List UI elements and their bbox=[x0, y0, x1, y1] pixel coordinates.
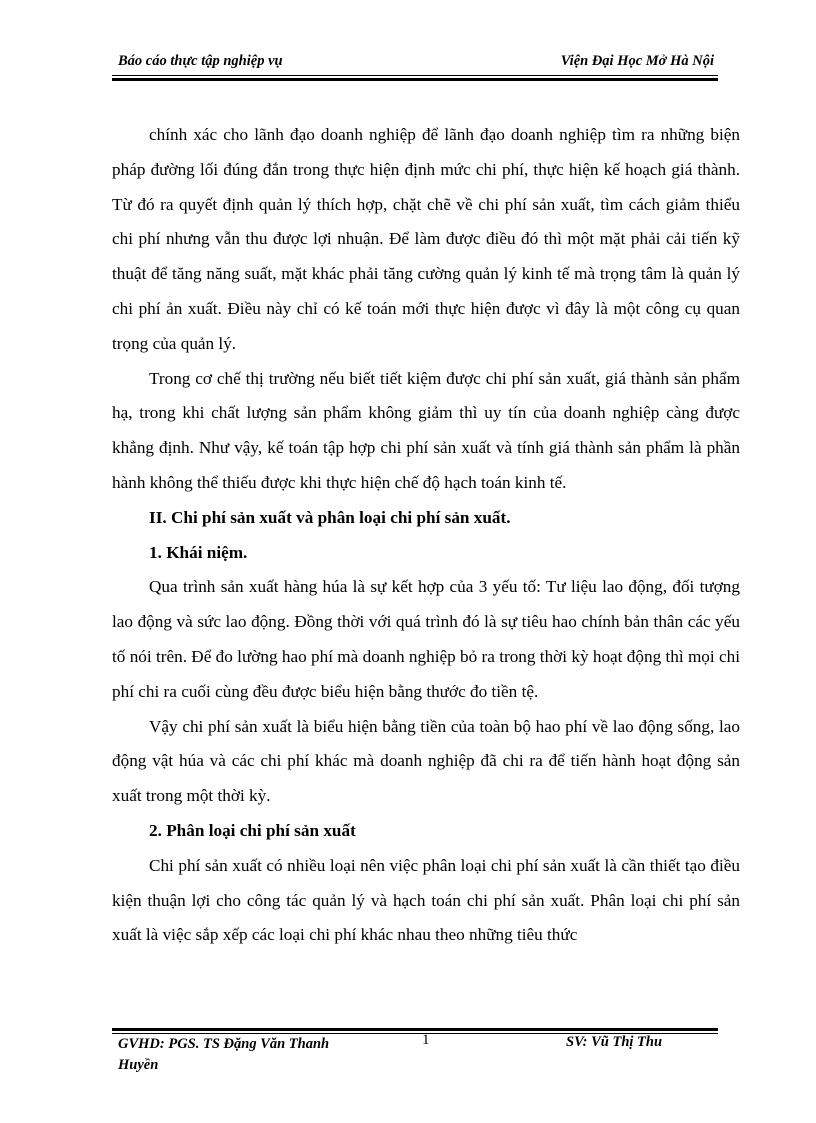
paragraph-2: Trong cơ chế thị trường nếu biết tiết kiệm được chi phí sản xuất, giá thành sản phẩm hạ, trong khi chất lượng sản phẩm không giảm thì uy tín của doanh nghiệp càng được khẳng định. Như vậy, kế toán tập hợp chi phí sản xuất và tính giá thành sản phẩm là phần hành không thể thiếu được khi thực hiện chế độ hạch toán kinh tế. bbox=[112, 368, 740, 492]
footer-rule-thick bbox=[112, 1028, 718, 1031]
paragraph-4: Vậy chi phí sản xuất là biểu hiện bằng tiền của toàn bộ hao phí về lao động sống, lao động vật húa và các chi phí khác mà doanh nghiệp đã chi ra để tiến hành hoạt động sản xuất trong một thời kỳ. bbox=[112, 716, 740, 806]
header-report-title: Báo cáo thực tập nghiệp vụ bbox=[118, 53, 283, 69]
page-number: 1 bbox=[422, 1032, 430, 1048]
subheading-1: 1. Khái niệm. bbox=[149, 542, 248, 562]
section-heading-ii: II. Chi phí sản xuất và phân loại chi phí sản xuất. bbox=[149, 507, 511, 527]
page-body bbox=[112, 118, 740, 953]
paragraph-5: Chi phí sản xuất có nhiều loại nên việc phân loại chi phí sản xuất là cần thiết tạo điều kiện thuận lợi cho công tác quản lý và hạch toán chi phí sản xuất. Phân loại chi phí sản xuất là việc sắp xếp các loại chi phí khác nhau theo những tiêu thức bbox=[112, 855, 740, 945]
header-rule-thin bbox=[112, 75, 718, 76]
header-rule-thick bbox=[112, 78, 718, 81]
footer-student: SV: Vũ Thị Thu bbox=[566, 1034, 663, 1050]
page-footer bbox=[112, 1024, 718, 1094]
header-institution: Viện Đại Học Mở Hà Nội bbox=[560, 53, 714, 69]
subheading-2: 2. Phân loại chi phí sản xuất bbox=[149, 820, 356, 840]
paragraph-1: chính xác cho lãnh đạo doanh nghiệp để lãnh đạo doanh nghiệp tìm ra những biện pháp đường lối đúng đắn trong thực hiện định mức chi phí, thực hiện kế hoạch giá thành. Từ đó ra quyết định quản lý thích hợp, chặt chẽ về chi phí sản xuất, tìm cách giảm thiểu chi phí nhưng vẫn thu được lợi nhuận. Để làm được điều đó thì một mặt phải cải tiến kỹ thuật để tăng năng suất, mặt khác phải tăng cường quản lý kinh tế mà trọng tâm là quản lý chi phí ản xuất. Điều này chỉ có kế toán mới thực hiện được vì đây là một công cụ quan trọng của quản lý. bbox=[112, 125, 740, 353]
footer-supervisor: GVHD: PGS. TS Đặng Văn Thanh Huyền bbox=[118, 1036, 330, 1073]
page-header bbox=[112, 50, 718, 80]
paragraph-3: Qua trình sản xuất hàng húa là sự kết hợp của 3 yếu tố: Tư liệu lao động, đối tượng lao động và sức lao động. Đồng thời với quá trình đó là sự tiêu hao chính bản thân các yếu tố nói trên. Để đo lường hao phí mà doanh nghiệp bỏ ra trong thời kỳ hoạt động thì mọi chi phí chi ra cuối cùng đều được biểu hiện bằng thước đo tiền tệ. bbox=[112, 577, 740, 701]
